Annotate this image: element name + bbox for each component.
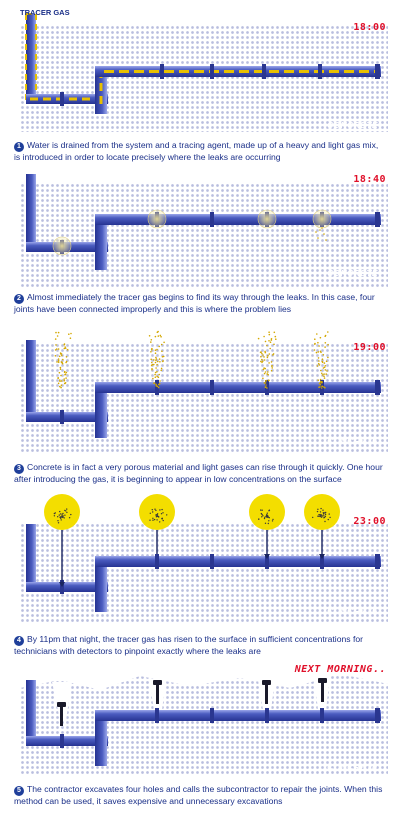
- concrete-label: CONCRETE: [327, 606, 378, 616]
- time-label: 18:40: [353, 174, 386, 185]
- tracer-gas-label: TRACER GAS: [20, 8, 70, 17]
- concrete-label: CONCRETE: [327, 762, 378, 772]
- inlet-pipe: [26, 14, 36, 102]
- leak-marker: [258, 210, 276, 228]
- step-4-panel: [0, 488, 400, 658]
- step-number: 2: [14, 294, 24, 304]
- time-label: 23:00: [353, 516, 386, 527]
- caption-text: Water is drained from the system and a tracing agent, made up of a heavy and light gas mix, is introduced in order to locate precisely where the leaks are occurring: [14, 140, 379, 162]
- leak-marker: [148, 210, 166, 228]
- concrete-label: CONCRETE: [327, 268, 378, 278]
- time-label: NEXT MORNING..: [294, 664, 386, 675]
- step-1-caption: [14, 140, 386, 163]
- step-3-panel: [0, 318, 400, 488]
- step-5-panel: [0, 660, 400, 814]
- caption-text: The contractor excavates four holes and calls the subcontractor to repair the joints. When this method can be used, it saves expensive and unnecessary excavations: [14, 784, 383, 806]
- time-label: 19:00: [353, 342, 386, 353]
- concrete-label: CONCRETE: [327, 436, 378, 446]
- step-1-illustration: [0, 0, 400, 140]
- caption-text: By 11pm that night, the tracer gas has risen to the surface in sufficient concentrations for technicians with detectors to pinpoint exactly where the leaks are: [14, 634, 363, 656]
- step-number: 4: [14, 636, 24, 646]
- step-1-panel: [0, 0, 400, 165]
- caption-text: Almost immediately the tracer gas begins to find its way through the leaks. In this case, four joints have been connected improperly and this is where the problem lies: [14, 292, 375, 314]
- step-number: 1: [14, 142, 24, 152]
- step-3-caption: [14, 462, 386, 485]
- leak-marker: [53, 237, 71, 255]
- time-label: 18:00: [353, 22, 386, 33]
- step-2-caption: [14, 292, 386, 315]
- step-number: 3: [14, 464, 24, 474]
- step-5-caption: [14, 784, 386, 807]
- step-number: 5: [14, 786, 24, 796]
- step-4-caption: [14, 634, 386, 657]
- leak-marker: [313, 210, 331, 228]
- step-2-panel: [0, 168, 400, 328]
- concrete-label: CONCRETE: [327, 120, 378, 130]
- caption-text: Concrete is in fact a very porous material and light gases can rise through it quickly. One hour after introducing the gas, it is beginning to appear in low concentrations on the surface: [14, 462, 383, 484]
